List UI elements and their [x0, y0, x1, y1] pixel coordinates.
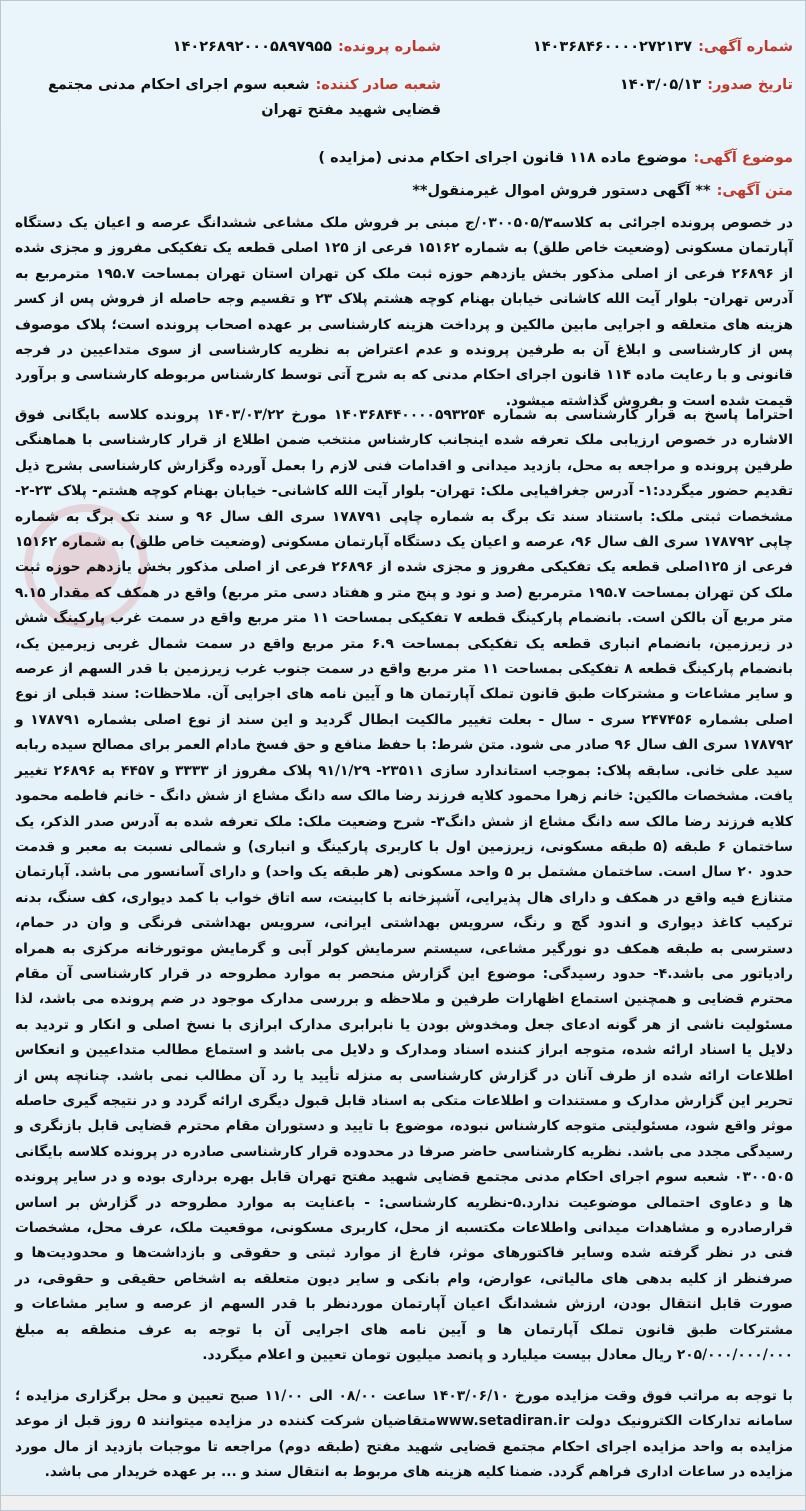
subject-value: موضوع ماده ۱۱۸ قانون اجرای احکام مدنی (مزایده ) [318, 150, 688, 166]
notice-number [533, 35, 793, 59]
body-paragraph-2: احتراما پاسخ به قرار کارشناسی به شماره ۱۴۰۳۶۸۴۴۰۰۰۰۵۹۳۲۵۴ مورخ ۱۴۰۳/۰۳/۲۲ پرونده کلاسه بایگانی فوق الاشاره در خصوص ارزیابی ملک تعرفه شده اینجانب کارشناس منتخب ضمن اطلاع از قرار کارشناسی با هماهنگی طرفین پرونده و مراجعه به محل، بازدید میدانی و اقدامات فنی لازم را بعمل آورده وگزارش کارشناسی بشرح ذیل تقدیم حضور میگردد:۱- آدرس جغرافیایی ملک: تهران- بلوار آیت الله کاشانی- خیابان بهنام کوچه هشتم- پلاک ۲۳-۲- مشخصات ثبتی ملک: باستناد سند تک برگ به شماره چاپی ۱۷۸۷۹۱ سری الف سال ۹۶ و سند تک برگ به شماره چاپی ۱۷۸۷۹۲ سری الف سال ۹۶، عرصه و اعیان یک دستگاه آپارتمان مسکونی (وضعیت خاص طلق) به شماره ۱۵۱۶۲ فرعی از ۱۲۵اصلی قطعه یک تفکیکی مفروز و مجزی شده از ۲۶۸۹۶ فرعی از اصلی مذکور بخش یازدهم حوزه ثبت ملک کن تهران بمساحت ۱۹۵.۷ مترمربع (صد و نود و پنج متر و هفتاد دسی متر مربع) واقع در همکف که مقدار ۹.۱۵ متر مربع آن بالکن است. بانضمام پارکینگ قطعه ۷ تفکیکی بمساحت ۱۱ متر مربع واقع در سمت غرب پارکینگ شش در زیرزمین، بانضمام انباری قطعه یک تفکیکی بمساحت ۶.۹ متر مربع واقع در سمت شمال غربی زیرمین یک، بانضمام پارکینگ قطعه ۸ تفکیکی بمساحت ۱۱ متر مربع واقع در سمت جنوب غرب زیرزمین با قدر السهم از عرصه و سایر مشاعات و مشترکات طبق قانون تملک آپارتمان ها و آیین نامه های اجرایی آن. ملاحظات: سند قبلی از نوع اصلی بشماره ۲۴۷۴۵۶ سری - سال - بعلت تغییر مالکیت ابطال گردید و این سند از نوع اصلی بشماره ۱۷۸۷۹۱ و ۱۷۸۷۹۲ سری الف سال ۹۶ صادر می شود. متن شرط: با حفظ منافع و حق فسخ مادام العمر برای مصالح سیده ربابه سید علی خانی. سابقه پلاک: بموجب استاندارد سازی ۲۳۵۱۱- ۹۱/۱/۲۹ پلاک مفروز از ۳۳۳۳ و ۴۴۵۷ به ۲۶۸۹۶ تغییر یافت. مشخصات مالکین: خانم زهرا محمود کلایه فرزند رضا مالک سه دانگ مشاع از شش دانگ - خانم فاطمه محمود کلایه فرزند رضا مالک سه دانگ مشاع از شش دانگ۳- شرح وضعیت ملک: ملک تعرفه شده به آدرس صدر الذکر، یک ساختمان ۶ طبقه (۵ طبقه مسکونی، زیرزمین اول با کاربری پارکینگ و انباری) و شمالی نسبت به معبر و قدمت حدود ۲۰ سال است. ساختمان مشتمل بر ۵ واحد مسکونی (هر طبقه یک واحد) و دارای آسانسور می باشد. آپارتمان متنازع فیه واقع در همکف و دارای هال پذیرایی، آشپزخانه با کابینت، سه اتاق خواب با کمد دیواری، کف سنگ، بدنه ترکیب کاغذ دیواری و اندود گچ و رنگ، سرویس بهداشتی ایرانی، سرویس بهداشتی فرنگی و وان در حمام، دسترسی به طبقه همکف دو نورگیر مشاعی، سیستم سرمایش کولر آبی و گرمایش موتورخانه مرکزی به همراه رادیاتور می باشد.۴- حدود رسیدگی: موضوع این گزارش منحصر به موارد مطروحه در قرار کارشناسی آن مقام محترم قضایی و همچنین استماع اظهارات طرفین و ملاحظه و بررسی مدارک موجود در ضم پرونده می باشد، لذا مسئولیت ناشی از هر گونه ادعای جعل ومخدوش بودن یا نابرابری مدارک ابرازی با نسخ اصلی و انکار و تردید به دلایل یا اسناد ارائه شده، متوجه ابراز کننده اسناد ومدارک و دلایل می باشد و استماع مطالب متداعیین و انعکاس اطلاعات ارائه شده از طرف آنان در گزارش کارشناسی به منزله تأیید یا رد آن مطالب نمی باشد. چنانچه پس از تحریر این گزارش مدارک و مستندات و اطلاعات متکی به اسناد قابل قبول دیگری ارائه گردد و در نتیجه گیری حاصله موثر واقع شود، مسئولیتی متوجه کارشناس نبوده، موضوع با تایید و دستوران مقام محترم قضایی قابل بازنگری و رسیدگی مجدد می باشد. نظریه کارشناسی حاضر صرفا در محدوده قرار کارشناسی صادره در پرونده کلاسه بایگانی ۰۳۰۰۵۰۵ شعبه سوم اجرای احکام مدنی مجتمع قضایی شهید مفتح تهران قابل بهره برداری بوده و در سایر پرونده ها و دعاوی احتمالی موضوعیت ندارد.۵-نظریه کارشناسی: - باعنایت به موارد مطروحه در گزارش بر اساس قرارصادره و مشاهدات میدانی واطلاعات مکتسبه از محل، کاربری مسکونی، موقعیت ملک، عرف محل، مشخصات فنی در نظر گرفته شده وسایر فاکتورهای موثر، فارغ از موارد ثبتی و حقوقی و بازداشت‌ها و محدودیت‌ها و صرفنظر از کلیه بدهی های مالیاتی، عوارض، وام بانکی و سایر دیون متعلقه به اشخاص حقیقی و حقوقی، در صورت قابل انتقال بودن، ارزش ششدانگ اعیان آپارتمان موردنظر با قدر السهم از عرصه و سایر مشاعات و مشترکات طبق قانون تملک آپارتمان ها و آیین نامه های اجرایی آن با توجه به عرف منطقه به مبلغ ۲۰۵/۰۰۰/۰۰۰/۰۰۰ ریال معادل بیست میلیارد و پانصد میلیون تومان تعیین و اعلام میگردد. [15, 407, 794, 1364]
text-label: متن آگهی: [716, 183, 793, 199]
issue-date-value: ۱۴۰۳/۰۵/۱۳ [619, 77, 702, 93]
case-number [173, 35, 441, 59]
case-number-label: شماره پرونده: [337, 39, 441, 55]
case-number-value: ۱۴۰۲۶۸۹۲۰۰۰۵۸۹۷۹۵۵ [172, 39, 332, 55]
subject [318, 146, 793, 170]
notice-number-label: شماره آگهی: [698, 39, 793, 55]
issuer-label: شعبه صادر کننده: [315, 77, 441, 93]
issue-date [620, 73, 793, 97]
body-paragraph-1: در خصوص پرونده اجرائی به کلاسه۰۳۰۰۵۰۵/۳/ج مبنی بر فروش ملک مشاعی ششدانگ عرصه و اعیان یک دستگاه آپارتمان مسکونی (وضعیت خاص طلق) به شماره ۱۵۱۶۲ فرعی از ۱۲۵ اصلی قطعه یک تفکیکی مفروز و مجزی شده از ۲۶۸۹۶ فرعی از اصلی مذکور بخش یازدهم حوزه ثبت ملک کن تهران استان تهران بمساحت ۱۹۵.۷ مترمربع به آدرس تهران- بلوار آیت الله کاشانی خیابان بهنام کوچه هشتم پلاک ۲۳ و تقسیم وجه حاصله از فروش پس از کسر هزینه های متعلقه و اجرایی مابین مالکین و پرداخت هزینه کارشناسی بر عهده اصحاب پرونده است؛ پلاک موصوف پس از کارشناسی و ابلاغ آن به طرفین پرونده و عدم اعتراض به نظریه کارشناسی از سوی متداعیین در فرجه قانونی و با رعایت ماده ۱۱۴ قانون اجرای احکام مدنی که به شرح آتی توسط کارشناس مربوطه کارشناسی و برآورد قیمت شده است و بفروش گذاشته میشود. [15, 215, 793, 409]
text-heading [412, 179, 793, 203]
issue-date-label: تاریخ صدور: [707, 77, 793, 93]
body-paragraph-3: با توجه به مراتب فوق وقت مزایده مورخ ۱۴۰۳/۰۶/۱۰ ساعت ۰۸/۰۰ الی ۱۱/۰۰ صبح تعیین و محل برگزاری مزایده ؛سامانه تدارکات الکترونیک دولت www.setadiran.irمتقاضیان شرکت کننده در مزایده میتوانند ۵ روز قبل از موعد مزایده به واحد مزایده اجرای احکام مجتمع قضایی شهید مفتح (طبقه دوم) مراجعه تا موجبات بازدید از مال مورد مزایده در ساعات اداری فراهم گردد. ضمنا کلیه هزینه های مربوط به انتقال سند و ... بر عهده خریدار می باشد. [15, 1388, 793, 1481]
notice-number-value: ۱۴۰۳۶۸۴۶۰۰۰۰۲۷۲۱۳۷ [532, 39, 693, 55]
horizontal-scrollbar[interactable] [1, 1495, 805, 1510]
text-title: ** آگهی دستور فروش اموال غیرمنقول** [412, 183, 711, 199]
subject-label: موضوع آگهی: [693, 150, 793, 166]
issuer [41, 73, 441, 123]
issuer-value: شعبه سوم اجرای احکام مدنی مجتمع قضایی شهید مفتح تهران [48, 77, 441, 118]
